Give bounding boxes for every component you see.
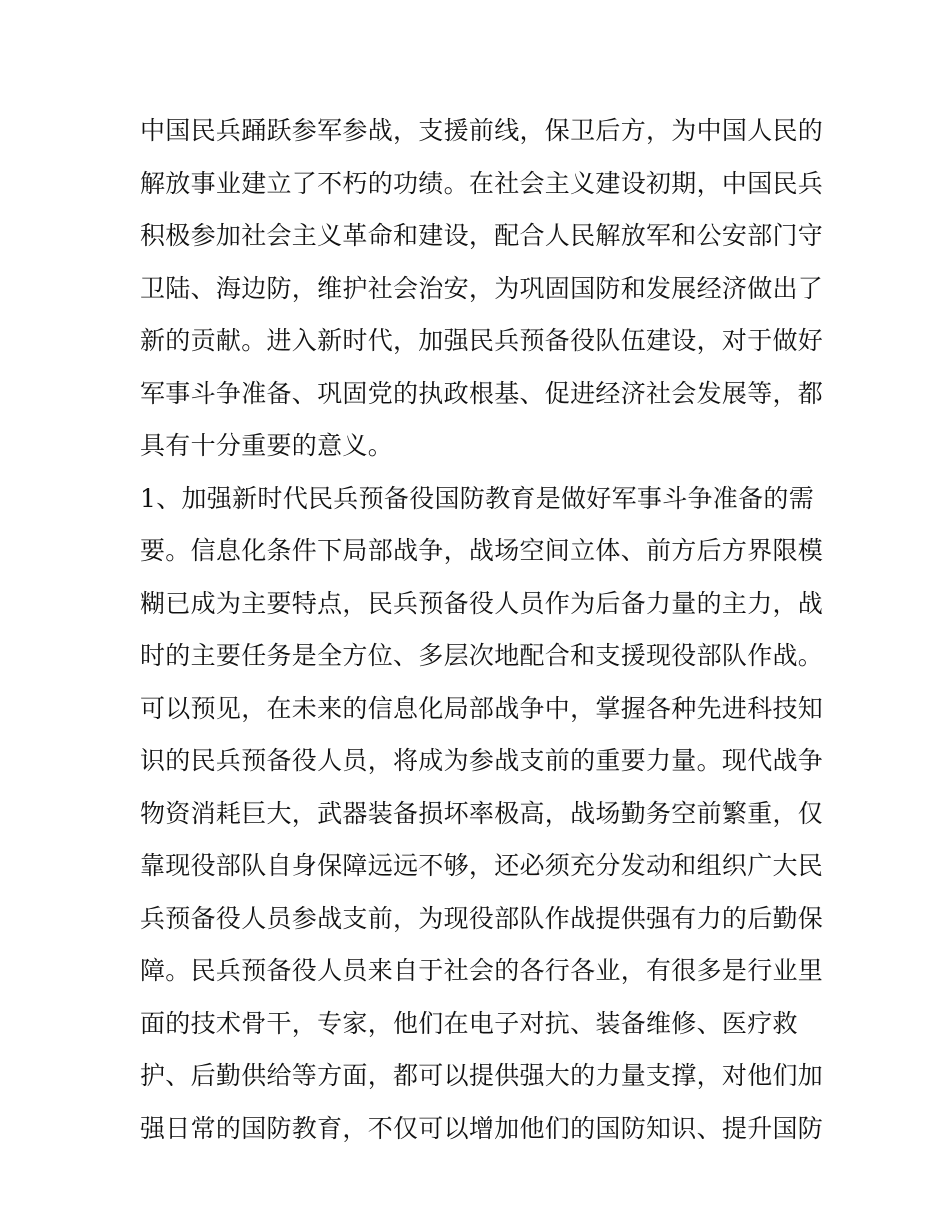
section-heading-line: 1、加强新时代民兵预备役国防教育是做好军事斗争准备的需 [140,483,815,513]
text-line: 识的民兵预备役人员，将成为参战支前的重要力量。现代战争 [140,746,824,775]
text-line: 新的贡献。进入新时代，加强民兵预备役队伍建设，对于做好 [140,326,824,355]
text-line: 障。民兵预备役人员来自于社会的各行各业，有很多是行业里 [140,956,824,985]
text-line: 中国民兵踊跃参军参战，支援前线，保卫后方，为中国人民的 [140,116,824,145]
text-line: 靠现役部队自身保障远远不够，还必须充分发动和组织广大民 [140,851,824,880]
text-line: 护、后勤供给等方面，都可以提供强大的力量支撑，对他们加 [140,1061,824,1090]
text-line: 物资消耗巨大，武器装备损坏率极高，战场勤务空前繁重，仅 [140,798,824,828]
text-line: 兵预备役人员参战支前，为现役部队作战提供强有力的后勤保 [140,903,824,933]
text-line: 卫陆、海边防，维护社会治安，为巩固国防和发展经济做出了 [140,273,824,303]
text-line: 积极参加社会主义革命和建设，配合人民解放军和公安部门守 [140,221,824,250]
body-text [140,105,830,1155]
text-line: 强日常的国防教育，不仅可以增加他们的国防知识、提升国防 [140,1113,824,1143]
text-line: 解放事业建立了不朽的功绩。在社会主义建设初期，中国民兵 [140,168,824,198]
text-line: 时的主要任务是全方位、多层次地配合和支援现役部队作战。 [140,641,824,670]
text-line: 可以预见，在未来的信息化局部战争中，掌握各种先进科技知 [140,693,824,723]
text-line: 要。信息化条件下局部战争，战场空间立体、前方后方界限模 [140,536,824,565]
text-line: 军事斗争准备、巩固党的执政根基、促进经济社会发展等，都 [140,378,824,408]
text-line: 具有十分重要的意义。 [140,431,394,460]
text-line: 面的技术骨干，专家，他们在电子对抗、装备维修、医疗救 [140,1008,798,1038]
text-line: 糊已成为主要特点，民兵预备役人员作为后备力量的主力，战 [140,588,824,618]
